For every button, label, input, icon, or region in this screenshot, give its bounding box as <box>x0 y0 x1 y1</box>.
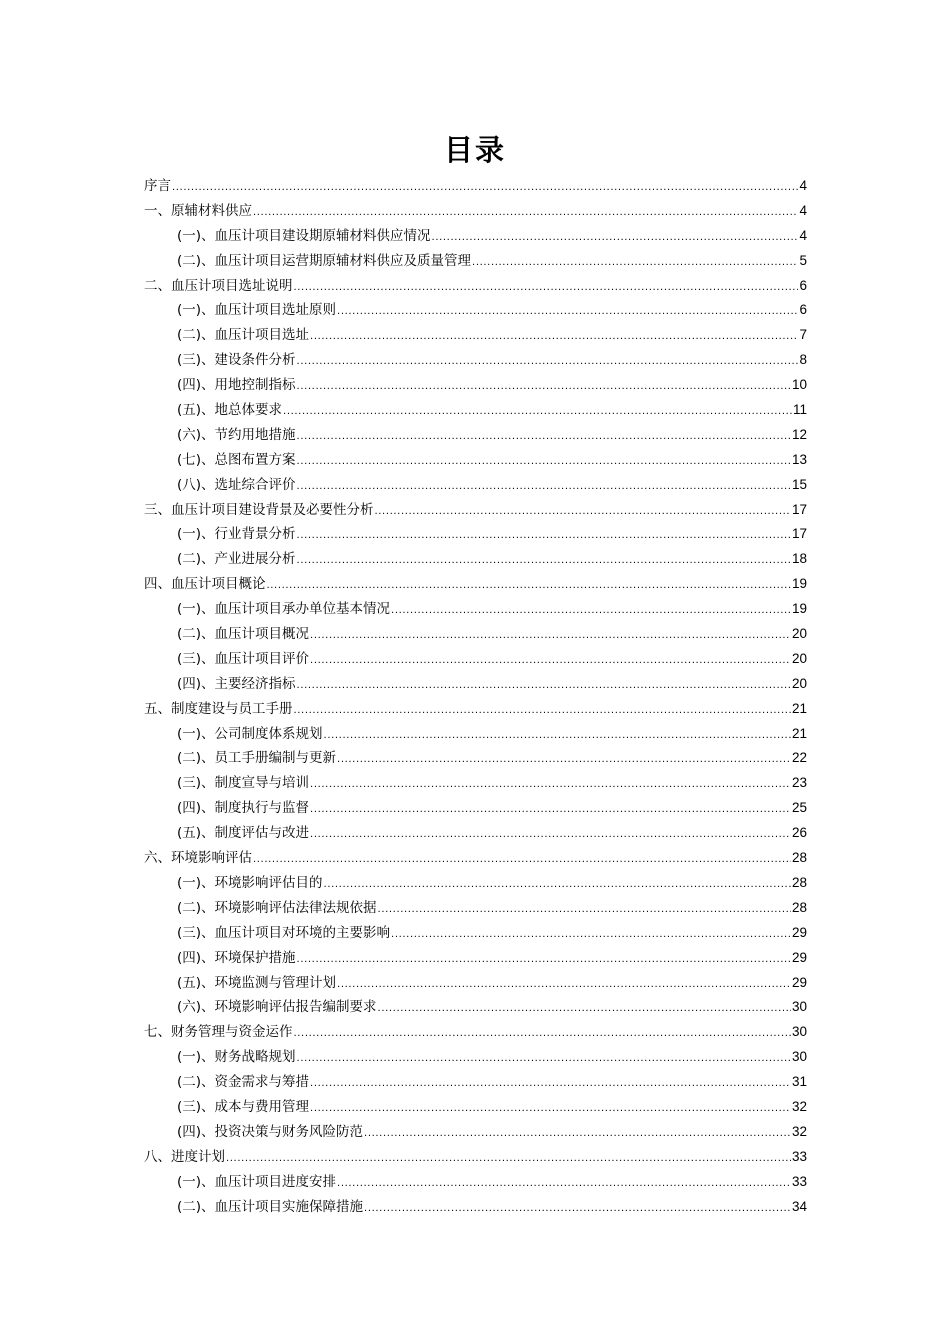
toc-entry-label: (四)、环境保护措施 <box>177 949 296 966</box>
toc-page-number: 13 <box>791 451 807 467</box>
toc-entry-label: (二)、血压计项目选址 <box>177 327 310 344</box>
toc-dot-leader <box>324 873 791 898</box>
toc-section-entry[interactable] <box>144 697 807 722</box>
toc-page-number: 34 <box>791 1198 807 1214</box>
toc-page-number: 29 <box>791 974 807 990</box>
toc-subsection-entry[interactable] <box>144 323 807 348</box>
toc-section-entry[interactable] <box>144 1020 807 1045</box>
toc-page-number: 25 <box>791 800 807 816</box>
toc-dot-leader <box>310 624 791 649</box>
toc-dot-leader <box>375 500 791 525</box>
toc-page-number: 12 <box>791 426 807 442</box>
toc-entry-label: (一)、环境影响评估目的 <box>177 874 323 891</box>
toc-page-number: 33 <box>791 1148 807 1164</box>
toc-entry-label: 二、血压计项目选址说明 <box>144 277 293 294</box>
toc-entry-label: 一、原辅材料供应 <box>144 202 252 219</box>
toc-page-number: 20 <box>791 650 807 666</box>
toc-page-number: 21 <box>791 700 807 716</box>
toc-page-number: 20 <box>791 626 807 642</box>
toc-page-number: 30 <box>791 1024 807 1040</box>
toc-dot-leader <box>283 400 792 425</box>
toc-page-number: 22 <box>791 750 807 766</box>
toc-subsection-entry[interactable] <box>144 995 807 1020</box>
toc-subsection-entry[interactable] <box>144 448 807 473</box>
toc-subsection-entry[interactable] <box>144 871 807 896</box>
toc-entry-label: (四)、制度执行与监督 <box>177 800 310 817</box>
toc-dot-leader <box>297 375 791 400</box>
toc-dot-leader <box>294 1022 791 1047</box>
toc-page-number: 23 <box>791 775 807 791</box>
toc-entry-label: (四)、投资决策与财务风险防范 <box>177 1123 364 1140</box>
toc-subsection-entry[interactable] <box>144 622 807 647</box>
toc-dot-leader <box>297 524 791 549</box>
toc-entry-label: (一)、血压计项目选址原则 <box>177 302 337 319</box>
toc-subsection-entry[interactable] <box>144 423 807 448</box>
toc-dot-leader <box>267 574 791 599</box>
toc-dot-leader <box>337 973 791 998</box>
toc-page-number: 32 <box>791 1123 807 1139</box>
toc-page-number: 28 <box>791 874 807 890</box>
toc-page-number: 10 <box>791 377 807 393</box>
toc-entry-label: (六)、环境影响评估报告编制要求 <box>177 999 377 1016</box>
toc-page-number: 20 <box>791 675 807 691</box>
toc-subsection-entry[interactable] <box>144 921 807 946</box>
toc-dot-leader <box>253 848 791 873</box>
toc-entry-label: (七)、总图布置方案 <box>177 451 296 468</box>
toc-dot-leader <box>294 699 791 724</box>
toc-dot-leader <box>310 325 798 350</box>
toc-entry-label: (五)、环境监测与管理计划 <box>177 974 337 991</box>
toc-entry-label: (二)、员工手册编制与更新 <box>177 750 337 767</box>
toc-page-number: 31 <box>791 1074 807 1090</box>
toc-title: 目录 <box>443 133 506 167</box>
toc-dot-leader <box>310 823 791 848</box>
toc-page-number: 5 <box>799 252 807 268</box>
toc-entry-label: (三)、血压计项目评价 <box>177 650 310 667</box>
toc-subsection-entry[interactable] <box>144 398 807 423</box>
toc-list <box>144 174 807 1219</box>
toc-subsection-entry[interactable] <box>144 722 807 747</box>
toc-entry-label: 七、财务管理与资金运作 <box>144 1024 293 1041</box>
toc-subsection-entry[interactable] <box>144 796 807 821</box>
toc-page-number: 29 <box>791 924 807 940</box>
toc-dot-leader <box>297 1047 791 1072</box>
toc-dot-leader <box>364 1122 791 1147</box>
toc-dot-leader <box>172 176 798 201</box>
toc-entry-label: (五)、制度评估与改进 <box>177 825 310 842</box>
toc-dot-leader <box>297 425 791 450</box>
toc-subsection-entry[interactable] <box>144 473 807 498</box>
toc-entry-label: (一)、行业背景分析 <box>177 526 296 543</box>
toc-subsection-entry[interactable] <box>144 946 807 971</box>
toc-dot-leader <box>432 226 799 251</box>
toc-dot-leader <box>310 773 791 798</box>
toc-entry-label: 八、进度计划 <box>144 1148 225 1165</box>
toc-dot-leader <box>294 276 799 301</box>
toc-page-number: 11 <box>792 402 807 418</box>
toc-page-number: 30 <box>791 999 807 1015</box>
toc-dot-leader <box>297 475 791 500</box>
toc-page-number: 4 <box>799 227 807 243</box>
toc-subsection-entry[interactable] <box>144 971 807 996</box>
toc-page-number: 15 <box>791 476 807 492</box>
toc-subsection-entry[interactable] <box>144 1070 807 1095</box>
toc-dot-leader <box>297 450 791 475</box>
toc-subsection-entry[interactable] <box>144 373 807 398</box>
toc-subsection-entry[interactable] <box>144 1120 807 1145</box>
toc-subsection-entry[interactable] <box>144 821 807 846</box>
toc-entry-label: (一)、血压计项目进度安排 <box>177 1173 337 1190</box>
toc-page-number: 29 <box>791 949 807 965</box>
toc-entry-label: (二)、环境影响评估法律法规依据 <box>177 899 377 916</box>
toc-dot-leader <box>310 649 791 674</box>
toc-page-number: 4 <box>799 178 807 193</box>
toc-dot-leader <box>391 923 791 948</box>
toc-subsection-entry[interactable] <box>144 597 807 622</box>
toc-section-entry[interactable] <box>144 498 807 523</box>
toc-entry-label: (二)、血压计项目运营期原辅材料供应及质量管理 <box>177 252 472 269</box>
toc-entry-label: (二)、血压计项目实施保障措施 <box>177 1198 364 1215</box>
toc-entry-label: (一)、血压计项目建设期原辅材料供应情况 <box>177 227 431 244</box>
toc-entry-label: (一)、公司制度体系规划 <box>177 725 323 742</box>
toc-dot-leader <box>226 1147 791 1172</box>
toc-entry-label: (二)、产业进展分析 <box>177 551 296 568</box>
toc-dot-leader <box>310 798 791 823</box>
toc-entry-label: 四、血压计项目概论 <box>144 576 266 593</box>
toc-entry-label: (三)、血压计项目对环境的主要影响 <box>177 924 391 941</box>
toc-dot-leader <box>297 674 791 699</box>
toc-section-entry[interactable] <box>144 1145 807 1170</box>
toc-subsection-entry[interactable] <box>144 224 807 249</box>
toc-dot-leader <box>310 1072 791 1097</box>
toc-section-entry[interactable] <box>144 274 807 299</box>
toc-entry-label: 序言 <box>144 178 171 194</box>
toc-entry-label: (四)、主要经济指标 <box>177 675 296 692</box>
toc-dot-leader <box>297 549 791 574</box>
toc-page-number: 6 <box>799 277 807 293</box>
toc-entry-label: (八)、选址综合评价 <box>177 476 296 493</box>
toc-section-entry[interactable] <box>144 199 807 224</box>
toc-page-number: 33 <box>791 1173 807 1189</box>
toc-page-number: 28 <box>791 850 807 866</box>
toc-entry-label: 五、制度建设与员工手册 <box>144 700 293 717</box>
toc-dot-leader <box>310 1097 791 1122</box>
toc-dot-leader <box>391 599 791 624</box>
toc-dot-leader <box>472 251 798 276</box>
toc-entry-label: (一)、财务战略规划 <box>177 1049 296 1066</box>
toc-page-number: 18 <box>791 551 807 567</box>
toc-entry-label: (二)、资金需求与筹措 <box>177 1074 310 1091</box>
toc-entry-label: (四)、用地控制指标 <box>177 377 296 394</box>
toc-section-entry[interactable] <box>144 846 807 871</box>
toc-subsection-entry[interactable] <box>144 1170 807 1195</box>
toc-entry-label: (六)、节约用地措施 <box>177 426 296 443</box>
toc-page-number: 17 <box>791 526 807 542</box>
toc-dot-leader <box>324 724 791 749</box>
toc-page-number: 4 <box>799 202 807 218</box>
toc-dot-leader <box>378 997 791 1022</box>
toc-entry-label: (五)、地总体要求 <box>177 402 283 419</box>
toc-subsection-entry[interactable] <box>144 771 807 796</box>
toc-entry-label: (三)、建设条件分析 <box>177 352 296 369</box>
toc-dot-leader <box>337 748 791 773</box>
toc-page-number: 28 <box>791 899 807 915</box>
toc-dot-leader <box>297 350 799 375</box>
toc-entry-label: (二)、血压计项目概况 <box>177 626 310 643</box>
toc-subsection-entry[interactable] <box>144 249 807 274</box>
toc-dot-leader <box>337 1172 791 1197</box>
toc-page-number: 7 <box>799 327 807 343</box>
toc-dot-leader <box>297 948 791 973</box>
toc-entry-label: 三、血压计项目建设背景及必要性分析 <box>144 501 374 518</box>
toc-page-number: 32 <box>791 1098 807 1114</box>
toc-entry-label: 六、环境影响评估 <box>144 850 252 867</box>
toc-subsection-entry[interactable] <box>144 1195 807 1220</box>
toc-dot-leader <box>253 201 798 226</box>
toc-page-number: 21 <box>791 725 807 741</box>
toc-page-number: 6 <box>799 302 807 318</box>
toc-entry-label: (一)、血压计项目承办单位基本情况 <box>177 601 391 618</box>
toc-subsection-entry[interactable] <box>144 522 807 547</box>
toc-subsection-entry[interactable] <box>144 672 807 697</box>
toc-subsection-entry[interactable] <box>144 348 807 373</box>
toc-subsection-entry[interactable] <box>144 746 807 771</box>
toc-page-number: 19 <box>791 576 807 592</box>
toc-page-number: 19 <box>791 601 807 617</box>
toc-subsection-entry[interactable] <box>144 647 807 672</box>
toc-section-entry[interactable] <box>144 174 807 199</box>
toc-dot-leader <box>364 1197 791 1222</box>
toc-section-entry[interactable] <box>144 572 807 597</box>
toc-subsection-entry[interactable] <box>144 1095 807 1120</box>
toc-subsection-entry[interactable] <box>144 1045 807 1070</box>
toc-subsection-entry[interactable] <box>144 298 807 323</box>
toc-subsection-entry[interactable] <box>144 547 807 572</box>
toc-page-number: 8 <box>799 352 807 368</box>
toc-entry-label: (三)、制度宣导与培训 <box>177 775 310 792</box>
toc-subsection-entry[interactable] <box>144 896 807 921</box>
toc-entry-label: (三)、成本与费用管理 <box>177 1098 310 1115</box>
toc-page-number: 26 <box>791 825 807 841</box>
toc-dot-leader <box>378 898 791 923</box>
toc-dot-leader <box>337 300 798 325</box>
toc-page-number: 17 <box>791 501 807 517</box>
toc-page-number: 30 <box>791 1049 807 1065</box>
